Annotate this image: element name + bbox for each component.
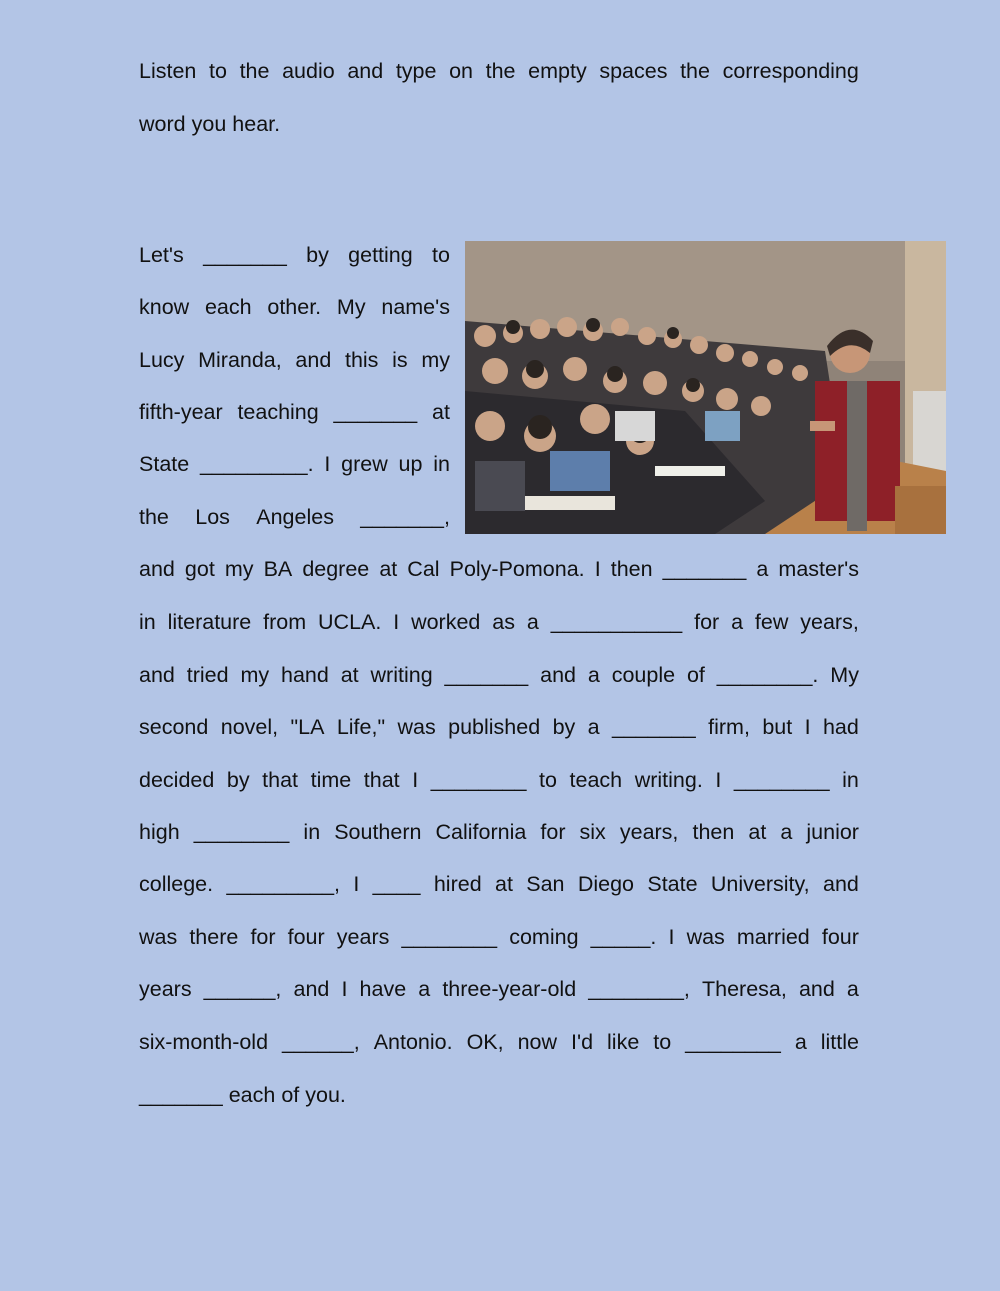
word: at [494,872,513,896]
word: I [668,925,675,949]
word: Lucy [139,348,185,372]
word: I [715,768,722,792]
word: my [240,663,270,687]
word: firm, [708,715,750,739]
word: in [303,820,321,844]
word: and [295,348,332,372]
word: married [736,925,810,949]
word: up [398,452,423,476]
word: by [226,768,250,792]
word: this [344,348,379,372]
word: but [762,715,793,739]
word: a [587,663,600,687]
word: ___________ [550,610,683,634]
word: I [393,610,400,634]
word: have [359,977,407,1001]
word: San [526,872,565,896]
word: _______ [139,1083,223,1107]
word: empty [528,59,587,83]
word: I [804,715,811,739]
word: at [432,400,450,424]
word: Listen [139,59,197,83]
word: the [139,505,169,529]
word: Miranda, [198,348,282,372]
word: each [204,295,252,319]
passage-line [139,924,859,950]
word: six-month-old [139,1030,269,1054]
word: of [281,1083,300,1107]
word: corresponding [722,59,859,83]
word: in [139,610,156,634]
passage-line [139,819,859,845]
word: I [341,977,348,1001]
classroom-photo [465,241,946,534]
passage-line [139,347,450,373]
passage-line [139,242,450,268]
word: was [139,925,178,949]
word: that [262,768,299,792]
word: fifth-year [139,400,223,424]
word: _______ [662,557,747,581]
word: then [610,557,653,581]
word: a [587,715,600,739]
word: and [139,663,175,687]
word: hear. [232,112,281,136]
word: to [209,59,227,83]
passage-line [139,662,859,688]
word: was [397,715,436,739]
word: spaces [599,59,668,83]
word: in [842,768,859,792]
word: Let's [139,243,184,267]
word: Angeles [256,505,334,529]
word: that [363,768,400,792]
word: as [492,610,515,634]
word: ______, [203,977,282,1001]
word: years, [619,820,679,844]
word: the [239,59,270,83]
word: had [822,715,859,739]
word: for [250,925,276,949]
word: _______ [612,715,696,739]
word: type [395,59,437,83]
word: _____. [590,925,657,949]
passage-line [139,714,859,740]
word: three-year-old [442,977,577,1001]
word: the [680,59,710,83]
word: ________. [716,663,819,687]
word: name's [381,295,450,319]
passage-line [139,556,859,582]
passage-line [139,451,450,477]
word: a [526,610,539,634]
passage-line [139,767,859,793]
word: Life," [336,715,386,739]
word: the [485,59,516,83]
word: for [540,820,566,844]
word: time [310,768,352,792]
word: you [191,112,227,136]
word: degree [302,557,370,581]
word: at [340,663,359,687]
word: writing. [634,768,703,792]
word: was [686,925,725,949]
word: to [539,768,557,792]
passage-line [139,504,450,530]
word: at [379,557,398,581]
word: I [324,452,331,476]
word: ________ [401,925,498,949]
word: coming [509,925,579,949]
word: of [686,663,705,687]
word: years [336,925,390,949]
word: four [287,925,325,949]
word: master's [778,557,859,581]
word: word [139,112,186,136]
word: "LA [290,715,325,739]
word: and [540,663,576,687]
word: I [412,768,419,792]
word: a [794,1030,807,1054]
word: Los [195,505,230,529]
word: I [594,557,601,581]
word: ________ [430,768,527,792]
word: teach [569,768,623,792]
word: by [306,243,329,267]
word: and [822,872,859,896]
word: ________ [685,1030,781,1054]
word: my [421,348,450,372]
word: Cal [407,557,440,581]
word: to [432,243,450,267]
word: grew [341,452,388,476]
word: and [139,557,175,581]
word: few [754,610,789,634]
word: California [435,820,527,844]
word: _______, [360,505,450,529]
word: a [780,820,793,844]
word: I [353,872,360,896]
word: UCLA. [318,610,382,634]
word: teaching [237,400,319,424]
word: a [418,977,431,1001]
word: and [293,977,330,1001]
word: years [139,977,192,1001]
word: high [139,820,180,844]
word: Poly-Pomona. [449,557,585,581]
word: Southern [334,820,422,844]
word: My [336,295,366,319]
word: OK, [466,1030,504,1054]
word: _________. [199,452,314,476]
word: ____ [372,872,421,896]
word: _______ [203,243,287,267]
word: each [228,1083,276,1107]
word: My [830,663,859,687]
word: years, [800,610,859,634]
word: State [139,452,190,476]
passage-line [139,399,450,425]
word: little [820,1030,859,1054]
word: on [449,59,473,83]
word: State [647,872,698,896]
word: novel, [220,715,279,739]
word: and [347,59,384,83]
word: hired [433,872,482,896]
word: a [846,977,859,1001]
word: literature [167,610,252,634]
word: tried [186,663,229,687]
word: _________, [226,872,341,896]
word: four [821,925,859,949]
word: you. [305,1083,346,1107]
word: Theresa, [701,977,787,1001]
word: now [517,1030,558,1054]
word: audio [282,59,335,83]
word: getting [348,243,413,267]
word: from [263,610,307,634]
word: Antonio. [373,1030,453,1054]
word: ________ [193,820,290,844]
word: college. [139,872,214,896]
word: other. [267,295,322,319]
word: for [694,610,720,634]
word: is [392,348,408,372]
word: published [448,715,541,739]
word: junior [806,820,859,844]
word: second [139,715,209,739]
word: Diego [577,872,635,896]
word: in [433,452,450,476]
word: to [653,1030,672,1054]
word: writing [370,663,433,687]
word: six [579,820,606,844]
word: a [731,610,744,634]
word: my [224,557,254,581]
word: _______ [333,400,418,424]
word: ________, [588,977,690,1001]
word: _______ [444,663,529,687]
passage-line [139,1029,859,1055]
word: got [184,557,215,581]
word: know [139,295,190,319]
word: by [552,715,576,739]
instructions-line-1 [139,58,859,84]
passage-line [139,609,859,635]
word: hand [281,663,329,687]
word: then [692,820,735,844]
passage-line [139,1082,859,1108]
word: a [756,557,769,581]
word: worked [411,610,481,634]
word: at [748,820,767,844]
instructions-line-2 [139,111,859,137]
word: ______, [282,1030,360,1054]
word: couple [611,663,676,687]
passage-line [139,871,859,897]
word: University, [710,872,810,896]
word: decided [139,768,215,792]
word: like [607,1030,640,1054]
word: there [189,925,239,949]
passage-line [139,976,859,1002]
word: BA [263,557,293,581]
word: ________ [733,768,830,792]
passage-line [139,294,450,320]
word: and [798,977,835,1001]
word: I'd [571,1030,594,1054]
